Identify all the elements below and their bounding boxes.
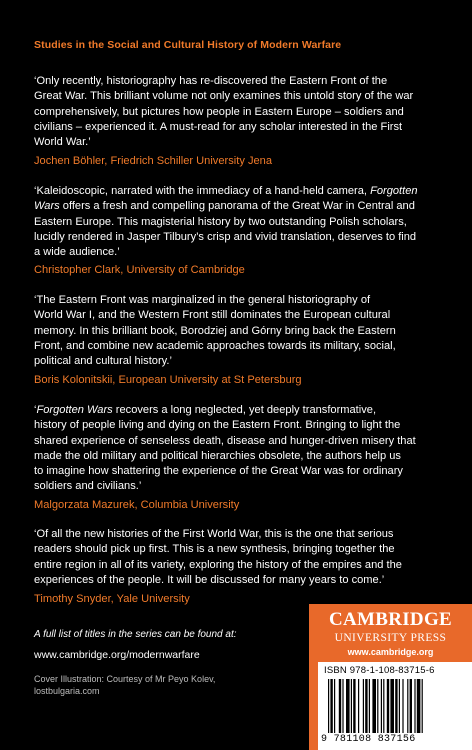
publisher-logo-text: CAMBRIDGE — [328, 609, 453, 630]
barcode-bar — [381, 679, 382, 733]
quote-line: experiences of the people. It will be discussed for many years to come.’ — [34, 573, 385, 586]
quote-line: ‘Kaleidoscopic, narrated with the immediacy of a hand-held camera, Forgotten — [34, 185, 418, 197]
quote-line: memory. In this brilliant book, Borodziej and Górny bring back the Eastern — [34, 324, 396, 337]
barcode-bar — [372, 679, 376, 733]
barcode-bar — [328, 679, 329, 733]
quote-line: Great War. This brilliant volume not only examines this untold story of the war — [34, 90, 414, 103]
quote-line: Wars offers a fresh and compelling panorama of the Great War in Central and — [34, 200, 415, 213]
review-quote-2 — [34, 184, 442, 260]
barcode-bar — [330, 679, 332, 733]
barcode-bar — [414, 679, 415, 733]
quote-line: Front, and combine new academic approaches towards its military, social, — [34, 339, 396, 352]
series-title: Studies in the Social and Cultural History of Modern Warfare — [34, 39, 342, 51]
ean-digits: 9 781108 837156 — [321, 734, 416, 745]
review-attribution-3: Boris Kolonitskii, European University at St Petersburg — [34, 374, 302, 386]
review-attribution-4: Malgorzata Mazurek, Columbia University — [34, 499, 240, 511]
credit-line: Cover Illustration: Courtesy of Mr Peyo Kolev, — [34, 674, 216, 684]
publisher-press-text: UNIVERSITY PRESS — [334, 632, 447, 644]
barcode-panel — [318, 662, 472, 750]
quote-line: World War.’ — [34, 136, 91, 149]
quote-line: ‘The Eastern Front was marginalized in the general historiography of — [34, 294, 371, 306]
publisher-website: www.cambridge.org — [347, 647, 434, 657]
quote-line: ‘Forgotten Wars recovers a long neglected, yet deeply transformative, — [34, 404, 377, 416]
barcode-bar — [395, 679, 397, 733]
quote-line: ‘Of all the new histories of the First World War, this is the one that serious — [34, 528, 394, 540]
quote-line: to imagine how shattering the experience of the Great War was for ordinary — [34, 465, 403, 478]
quote-line: a wide audience.’ — [34, 246, 120, 259]
cover-credit — [34, 673, 244, 697]
barcode-bar — [387, 679, 389, 733]
barcode-bar — [422, 679, 423, 733]
review-attribution-5: Timothy Snyder, Yale University — [34, 593, 190, 605]
review-quote-1 — [34, 74, 442, 150]
review-attribution-1: Jochen Böhler, Friedrich Schiller University Jena — [34, 155, 273, 167]
quote-line: shared experience of senseless death, disease and hunger-driven misery that — [34, 434, 416, 447]
quote-line: entire region in all of its variety, exploring the history of the empires and the — [34, 558, 402, 571]
barcode-bar — [410, 679, 412, 733]
barcode-bar — [417, 679, 421, 733]
barcode-bar — [377, 679, 378, 733]
publisher-box — [309, 604, 472, 750]
quote-line: lucidly rendered in Jasper Tilbury’s crisp and vivid translation, deserves to find — [34, 230, 417, 243]
quote-line: Eastern Europe. This magisterial history by two outstanding Polish scholars, — [34, 215, 407, 228]
barcode-bar — [339, 679, 341, 733]
barcode-bar — [369, 679, 370, 733]
quote-line: World War I, and the Western Front still dominates the European cultural — [34, 309, 391, 322]
barcode-bar — [407, 679, 408, 733]
barcode-bar — [399, 679, 400, 733]
quote-line: history of people living and dying on the Eastern Front. Bringing to light the — [34, 419, 401, 432]
barcode-bar — [353, 679, 355, 733]
barcode-bar — [351, 679, 352, 733]
review-quote-3 — [34, 293, 442, 369]
quote-line: political and cultural history.’ — [34, 355, 172, 368]
isbn-label: ISBN 978-1-108-83715-6 — [324, 665, 435, 676]
barcode-bar — [365, 679, 367, 733]
barcode-icon — [328, 679, 462, 735]
quote-line: readers should pick up first. This is a new synthesis, bringing together the — [34, 543, 395, 556]
quote-line: soldiers and civilians.’ — [34, 480, 142, 493]
barcode-bar — [390, 679, 394, 733]
credit-line: lostbulgaria.com — [34, 686, 100, 696]
barcode-bar — [363, 679, 364, 733]
barcode-bar — [346, 679, 350, 733]
barcode-bar — [358, 679, 359, 733]
quote-line: ‘Only recently, historiography has re-discovered the Eastern Front of the — [34, 75, 388, 87]
series-url-link[interactable]: www.cambridge.org/modernwarfare — [34, 649, 200, 661]
series-note: A full list of titles in the series can be found at: — [34, 629, 237, 640]
review-quote-5 — [34, 527, 442, 588]
barcode-bar — [383, 679, 384, 733]
quote-line: comprehensively, but pictures how people in Eastern Europe – soldiers and — [34, 105, 404, 118]
quote-line: civilians – experienced it. A must-read for any scholar interested in the First — [34, 120, 403, 133]
barcode-bar — [334, 679, 335, 733]
review-quote-4 — [34, 403, 442, 495]
barcode-bar — [342, 679, 343, 733]
quote-line: made the old military and political hierarchies obsolete, the authors help us — [34, 449, 401, 462]
review-attribution-2: Christopher Clark, University of Cambridge — [34, 264, 245, 276]
barcode-bar — [402, 679, 403, 733]
